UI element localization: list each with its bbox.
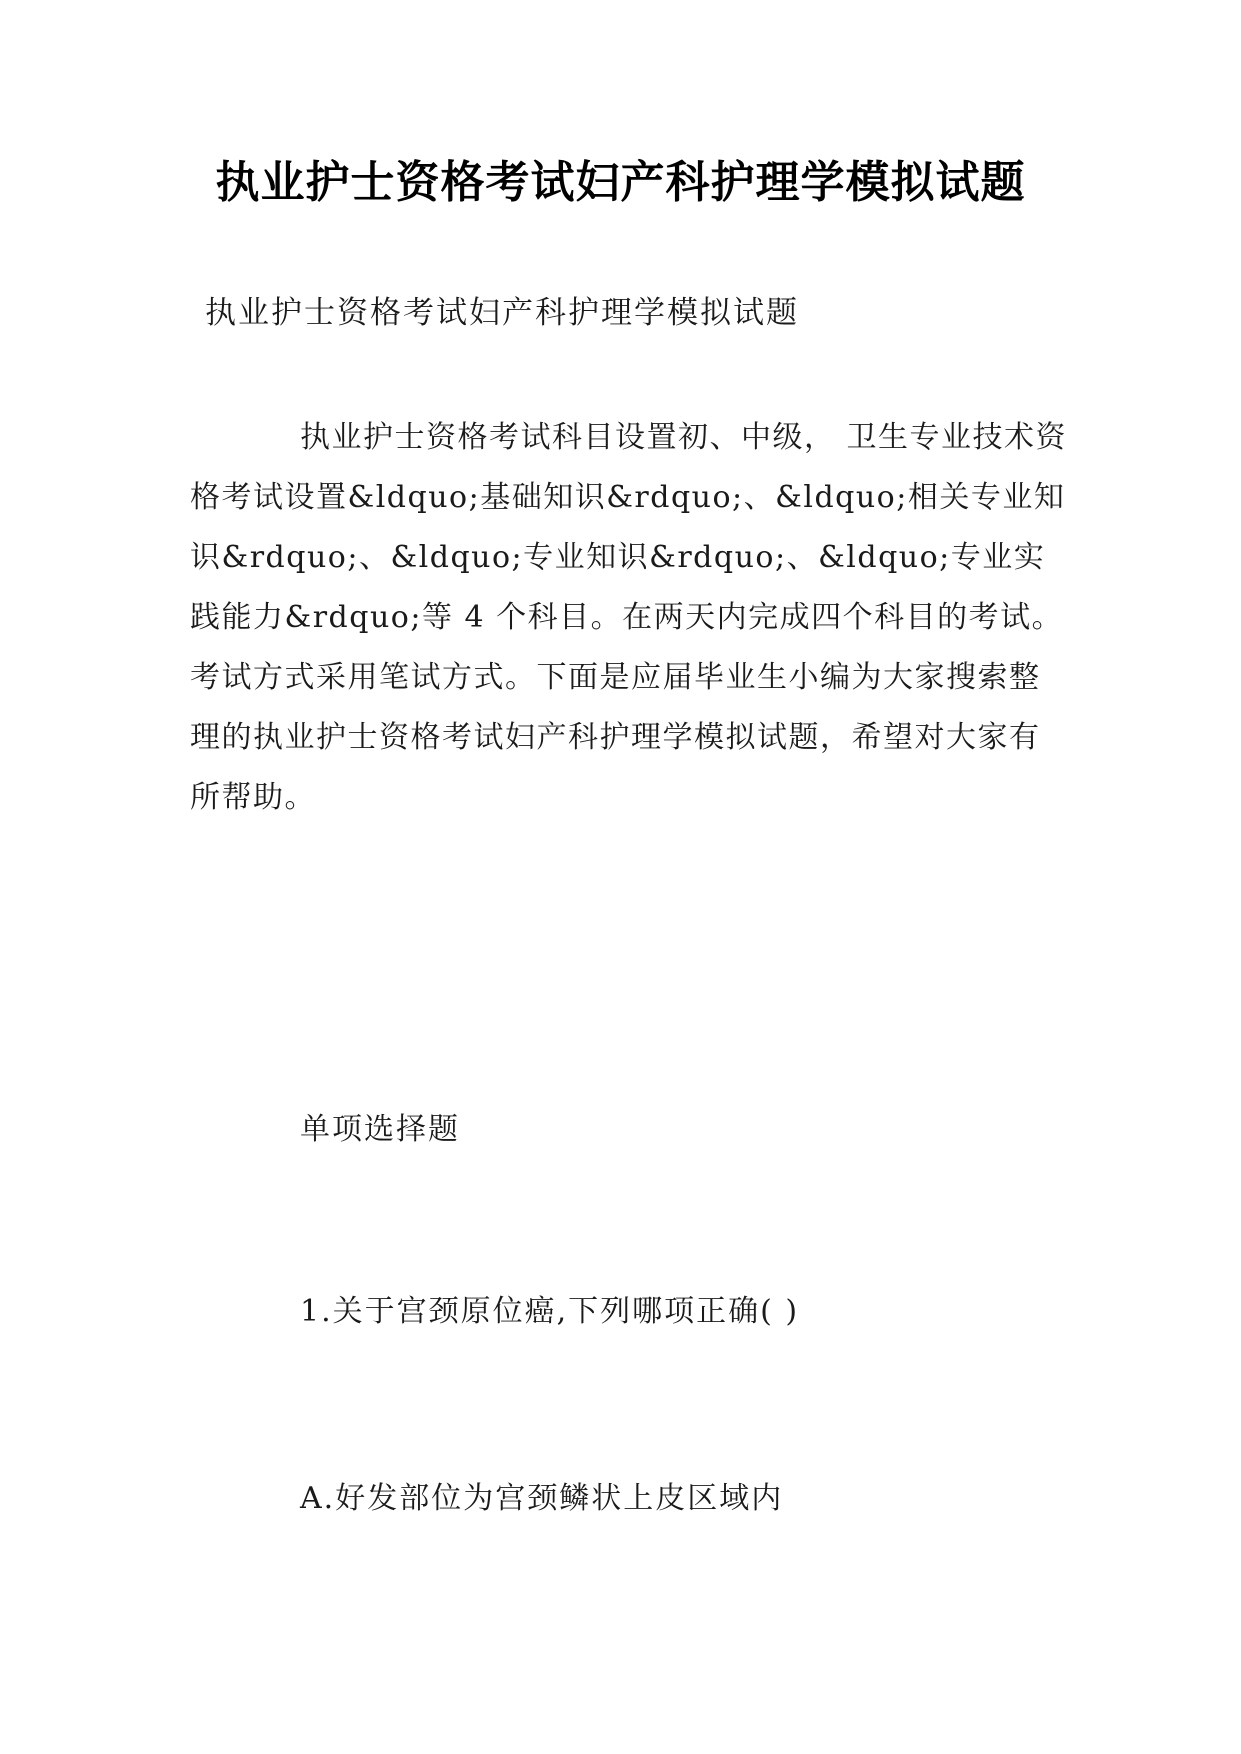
- section-heading: 单项选择题: [300, 1112, 460, 1147]
- document-title: 执业护士资格考试妇产科护理学模拟试题: [215, 157, 1026, 208]
- answer-option: A.好发部位为宫颈鳞状上皮区域内: [300, 1481, 784, 1516]
- intro-paragraph: 执业护士资格考试科目设置初、中级， 卫生专业技术资格考试设置&ldquo;基础知识&rdquo;、&ldquo;相关专业知识&rdquo;、&ldquo;专业知识&rdquo;、&ldquo;专业实践能力&rdquo;等 4 个科目。在两天内完成四个科目的考试。考试方式采用笔试方式。下面是应届毕业生小编为大家搜索整理的执业护士资格考试妇产科护理学模拟试题，希望对大家有所帮助。: [190, 420, 1068, 815]
- document-subtitle: 执业护士资格考试妇产科护理学模拟试题: [205, 295, 799, 331]
- question-text: 1.关于宫颈原位癌,下列哪项正确( ): [300, 1294, 800, 1329]
